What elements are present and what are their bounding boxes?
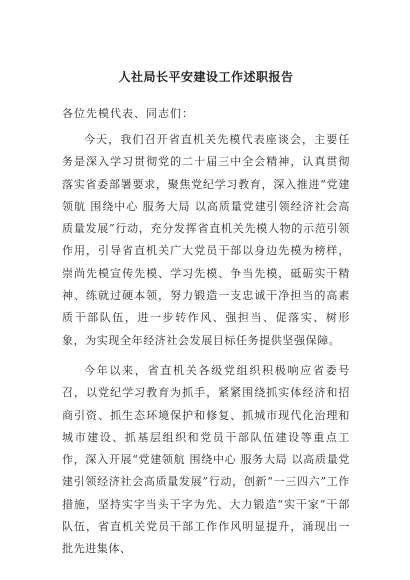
paragraph-1: 今天，我们召开省直机关先模代表座谈会，主要任务是深入学习贯彻党的二十届三中全会精神，认真贯彻落实省委部署要求，聚焦党纪学习教育，深入推进“党建领航 围绕中心 服务大局 以高质量党建引领经济社会高质量发展”行动，充分发挥省直机关先模人物的示范引领作用，引导省直机关广大党员干部以身边先模为榜样，崇尚先模宣传先模、学习先模、争当先模，砥砺实干精神、练就过硬本领，努力锻造一支忠诚干净担当的高素质干部队伍，进一步转作风、强担当、促落实、树形象，为实现全年经济社会发展目标任务提供坚强保障。 — [62, 133, 350, 347]
paragraph-2: 今年以来，省直机关各级党组织积极响应省委号召，以党纪学习教育为抓手，紧紧围绕抓实体经济和招商引资、抓生态环境保护和修复、抓城市现代化治理和城市建设、抓基层组织和党员干部队伍建设等重点工作，深入开展“党建领航 围绕中心 服务大局 以高质量党建引领经济社会高质量发展”行动，创新“一三四六”工作措施，坚持实字当头干字为先、大力锻造“实干家”干部队伍，省直机关党员干部工作作风明显提升，涌现出一批先进集体、 — [62, 363, 350, 556]
salutation: 各位先模代表、同志们： — [62, 107, 194, 120]
document-title: 人社局长平安建设工作述职报告 — [118, 70, 294, 84]
